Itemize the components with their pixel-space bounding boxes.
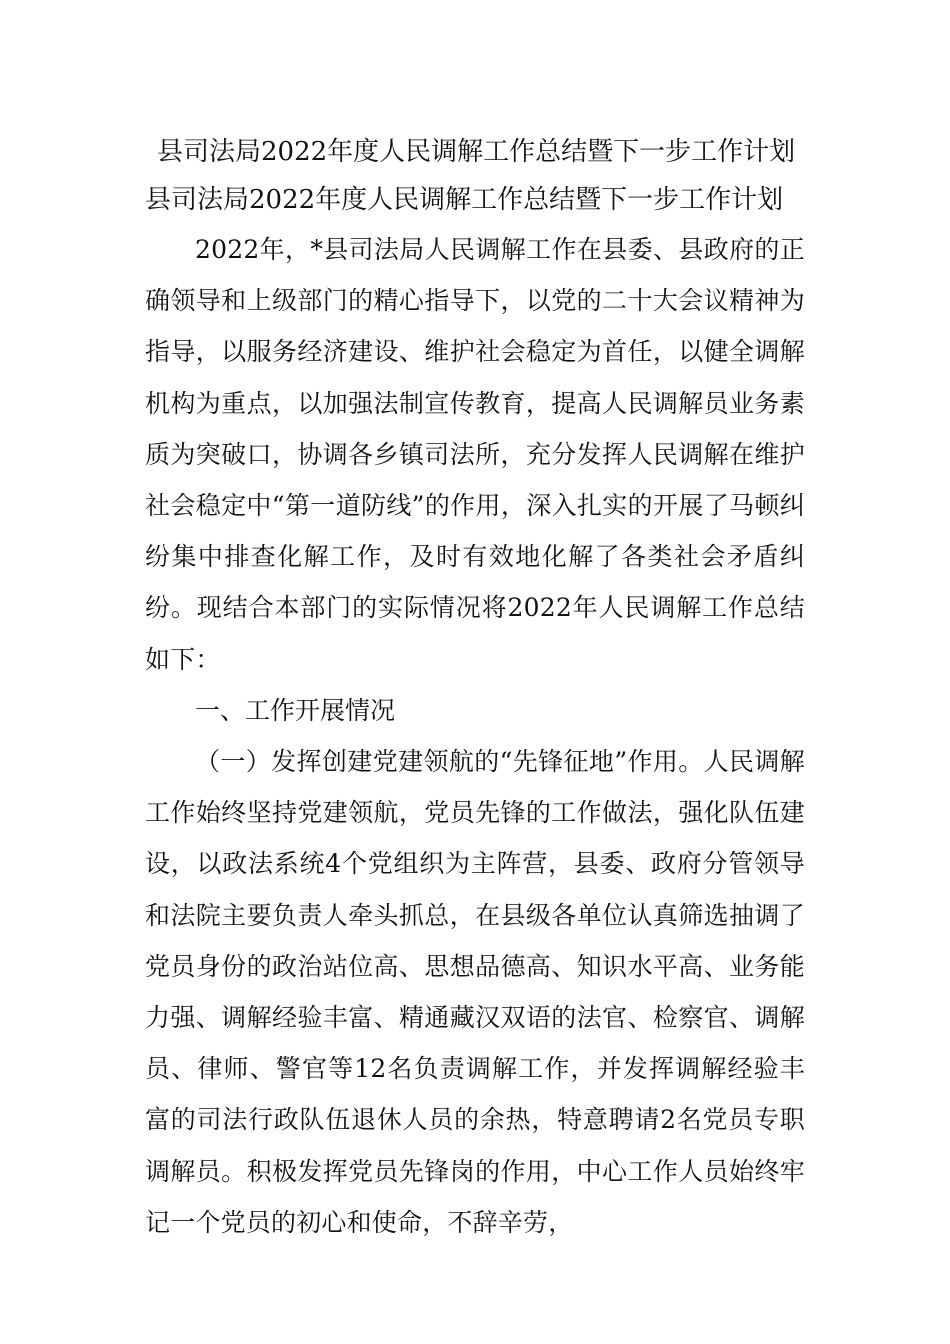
- intro-paragraph: 2022年，*县司法局人民调解工作在县委、县政府的正确领导和上级部门的精心指导下，以党的二十大会议精神为指导，以服务经济建设、维护社会稳定为首任，以健全调解机构为重点，以加强法制宣传教育，提高人民调解员业务素质为突破口，协调各乡镇司法所，充分发挥人民调解在维护社会稳定中“第一道防线”的作用，深入扎实的开展了马顿纠纷集中排查化解工作，及时有效地化解了各类社会矛盾纠纷。现结合本部门的实际情况将2022年人民调解工作总结如下：: [145, 235, 805, 674]
- document-title-repeat: 县司法局2022年度人民调解工作总结暨下一步工作计划: [145, 185, 784, 215]
- document-page: [145, 128, 805, 1248]
- document-title: 县司法局2022年度人民调解工作总结暨下一步工作计划: [157, 137, 796, 167]
- section-paragraph: （一）发挥创建党建领航的“先锋征地”作用。人民调解工作始终坚持党建领航，党员先锋的工作做法，强化队伍建设，以政法系统4个党组织为主阵营，县委、政府分管领导和法院主要负责人牵头抓总，在县级各单位认真筛选抽调了党员身份的政治站位高、思想品德高、知识水平高、业务能力强、调解经验丰富、精通藏汉双语的法官、检察官、调解员、律师、警官等12名负责调解工作，并发挥调解经验丰富的司法行政队伍退休人员的余热，特意聘请2名党员专职调解员。积极发挥党员先锋岗的作用，中心工作人员始终牢记一个党员的初心和使命，不辞辛劳，: [145, 747, 805, 1237]
- section-heading: 一、工作开展情况: [195, 695, 396, 725]
